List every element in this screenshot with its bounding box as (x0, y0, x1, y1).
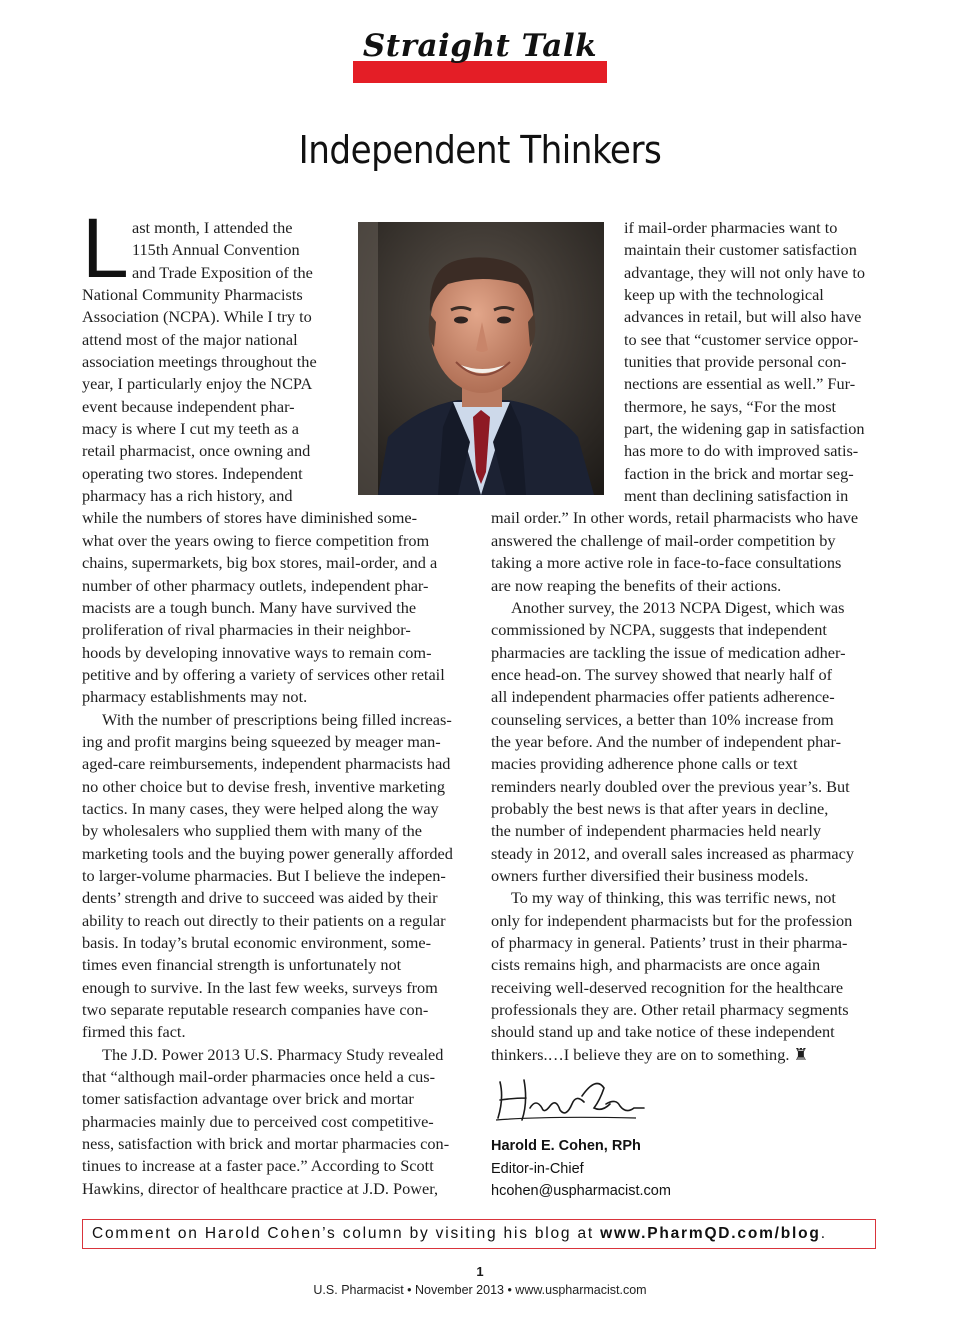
section-banner (353, 28, 607, 84)
text-line: all independent pharmacies offer patients adherence- (491, 687, 835, 707)
banner-red-bar (353, 61, 607, 83)
paragraph (491, 887, 881, 1066)
text-line: ness, satisfaction with brick and mortar pharmacies con- (82, 1134, 450, 1154)
text-line: probably the best news is that after years in decline, (491, 798, 829, 818)
comment-text: Comment on Harold Cohen’s column by visiting his blog at (92, 1225, 601, 1242)
text-line: petitive and by offering a variety of services other retail (82, 664, 445, 684)
text-line: pharmacies mainly due to perceived cost competitive- (82, 1111, 434, 1131)
text-line: attend most of the major national (82, 329, 298, 349)
text-line: macy is where I cut my teeth as a (82, 419, 299, 439)
text-line: nections are essential as well.” Fur- (624, 374, 856, 394)
text-line: times even financial strength is unfortunately not (82, 955, 402, 975)
text-line: maintain their customer satisfaction (624, 240, 857, 260)
author-block (491, 1135, 671, 1203)
text-line: pharmacies are tackling the issue of medication adher- (491, 642, 846, 662)
text-line: The J.D. Power 2013 U.S. Pharmacy Study revealed (102, 1044, 444, 1064)
text-line: firmed this fact. (82, 1022, 186, 1042)
text-line: cists remains high, and pharmacists are once again (491, 955, 821, 975)
text-line: tunities that provide personal con- (624, 352, 847, 372)
text-line: hoods by developing innovative ways to remain com- (82, 642, 432, 662)
text-line: operating two stores. Independent (82, 463, 303, 483)
text-line: year, I particularly enjoy the NCPA (82, 374, 313, 394)
text-line: 115th Annual Convention (132, 240, 300, 260)
text-line: Another survey, the 2013 NCPA Digest, which was (511, 597, 845, 617)
text-line: are now reaping the benefits of their actions. (491, 575, 782, 595)
text-line: Association (NCPA). While I try to (82, 307, 312, 327)
text-line: thermore, he says, “For the most (624, 396, 837, 416)
text-line: tactics. In many cases, they were helped along the way (82, 798, 439, 818)
text-line: has more to do with improved satis- (624, 441, 859, 461)
text-line: macists are a tough bunch. Many have survived the (82, 597, 417, 617)
text-line: steady in 2012, and overall sales increased as pharmacy (491, 843, 855, 863)
text-line: two separate reputable research companies have con- (82, 1000, 429, 1020)
text-line: the year before. And the number of independent phar- (491, 731, 842, 751)
text-line: pharmacy has a rich history, and (82, 486, 293, 506)
text-line: commissioned by NCPA, suggests that independent (491, 620, 827, 640)
drop-cap: L (82, 201, 129, 295)
text-line: reminders nearly doubled over the previous year’s. But (491, 776, 850, 796)
text-line: association meetings throughout the (82, 352, 317, 372)
comment-end: . (820, 1225, 827, 1242)
author-role: Editor-in-Chief (491, 1160, 584, 1177)
author-email[interactable]: hcohen@uspharmacist.com (491, 1183, 671, 1199)
text-line: advances in retail, but will also have (624, 307, 862, 327)
text-line: professionals they are. Other retail pharmacy segments (491, 1000, 849, 1020)
text-line: chains, supermarkets, big box stores, mail-order, and a (82, 553, 438, 573)
text-line: tomer satisfaction advantage over brick and mortar (82, 1089, 414, 1109)
text-line: pharmacy establishments may not. (82, 687, 308, 707)
blog-link[interactable]: www.PharmQD.com/blog (600, 1225, 821, 1242)
text-line: ing and profit margins being squeezed by meager man- (82, 731, 441, 751)
text-line: taking a more active role in face-to-face consultations (491, 553, 842, 573)
signature (486, 1068, 646, 1128)
paragraph (82, 709, 474, 1044)
text-line: To my way of thinking, this was terrific news, not (511, 888, 836, 908)
text-line: event because independent phar- (82, 396, 295, 416)
text-line: aged-care reimbursements, independent pharmacists had (82, 754, 451, 774)
text-line: faction in the brick and mortar seg- (624, 463, 854, 483)
text-line: the number of independent pharmacies held nearly (491, 821, 822, 841)
text-line: ability to reach out directly to their patients on a regular (82, 910, 446, 930)
text-line: to larger-volume pharmacies. But I believe the indepen- (82, 865, 446, 885)
text-line: part, the widening gap in satisfaction (624, 419, 865, 439)
text-line: mail order.” In other words, retail pharmacists who have (491, 508, 859, 528)
paragraph (491, 597, 881, 887)
text-line: enough to survive. In the last few weeks, surveys from (82, 977, 438, 997)
text-line: should stand up and take notice of these independent (491, 1022, 835, 1042)
comment-box (82, 1219, 876, 1249)
text-line: to see that “customer service oppor- (624, 329, 859, 349)
text-line: marketing tools and the buying power generally afforded (82, 843, 453, 863)
text-line: that “although mail-order pharmacies once held a cus- (82, 1067, 436, 1087)
text-line: advantage, they will not only have to (624, 262, 865, 282)
text-line: thinkers.…I believe they are on to something. ♜ (491, 1044, 809, 1064)
text-line: tinues to increase at a faster pace.” According to Scott (82, 1156, 434, 1176)
text-line: keep up with the technological (624, 285, 824, 305)
text-line: answered the challenge of mail-order competition by (491, 530, 836, 550)
text-line: no other choice but to devise fresh, inventive marketing (82, 776, 446, 796)
text-line: if mail-order pharmacies want to (624, 218, 838, 237)
text-line: ence head-on. The survey showed that nearly half of (491, 664, 833, 684)
text-line: With the number of prescriptions being filled increas- (102, 709, 452, 729)
text-line: by wholesalers who supplied them with many of the (82, 821, 423, 841)
page-number: 1 (476, 1264, 484, 1279)
text-line: while the numbers of stores have diminished some- (82, 508, 418, 528)
text-line: counseling services, a better than 10% increase from (491, 709, 834, 729)
text-line: only for independent pharmacists but for the profession (491, 910, 853, 930)
section-title: Straight Talk (362, 28, 598, 64)
text-line: receiving well-deserved recognition for the healthcare (491, 977, 844, 997)
right-column (491, 217, 881, 1066)
article-title: Independent Thinkers (298, 128, 662, 172)
text-line: number of other pharmacy outlets, independent phar- (82, 575, 429, 595)
text-line: dents’ strength and drive to succeed was aided by their (82, 888, 438, 908)
text-line: macies providing adherence phone calls or text (491, 754, 798, 774)
text-line: proliferation of rival pharmacies in their neighbor- (82, 620, 411, 640)
text-line: National Community Pharmacists (82, 285, 303, 305)
paragraph (491, 217, 881, 597)
paragraph (82, 1044, 474, 1200)
text-line: what over the years owing to fierce competition from (82, 530, 430, 550)
text-line: and Trade Exposition of the (132, 262, 313, 282)
text-line: Hawkins, director of healthcare practice at J.D. Power, (82, 1178, 439, 1198)
text-line: ment than declining satisfaction in (624, 486, 849, 506)
text-line: ast month, I attended the (132, 218, 293, 237)
text-line: of pharmacy in general. Patients’ trust in their pharma- (491, 933, 848, 952)
author-name: Harold E. Cohen, RPh (491, 1138, 641, 1154)
page-footer: U.S. Pharmacist • November 2013 • www.uspharmacist.com (313, 1283, 647, 1297)
text-line: basis. In today’s brutal economic environment, some- (82, 933, 432, 952)
text-line: owners further diversified their business models. (491, 865, 809, 885)
text-line: retail pharmacist, once owning and (82, 441, 311, 461)
